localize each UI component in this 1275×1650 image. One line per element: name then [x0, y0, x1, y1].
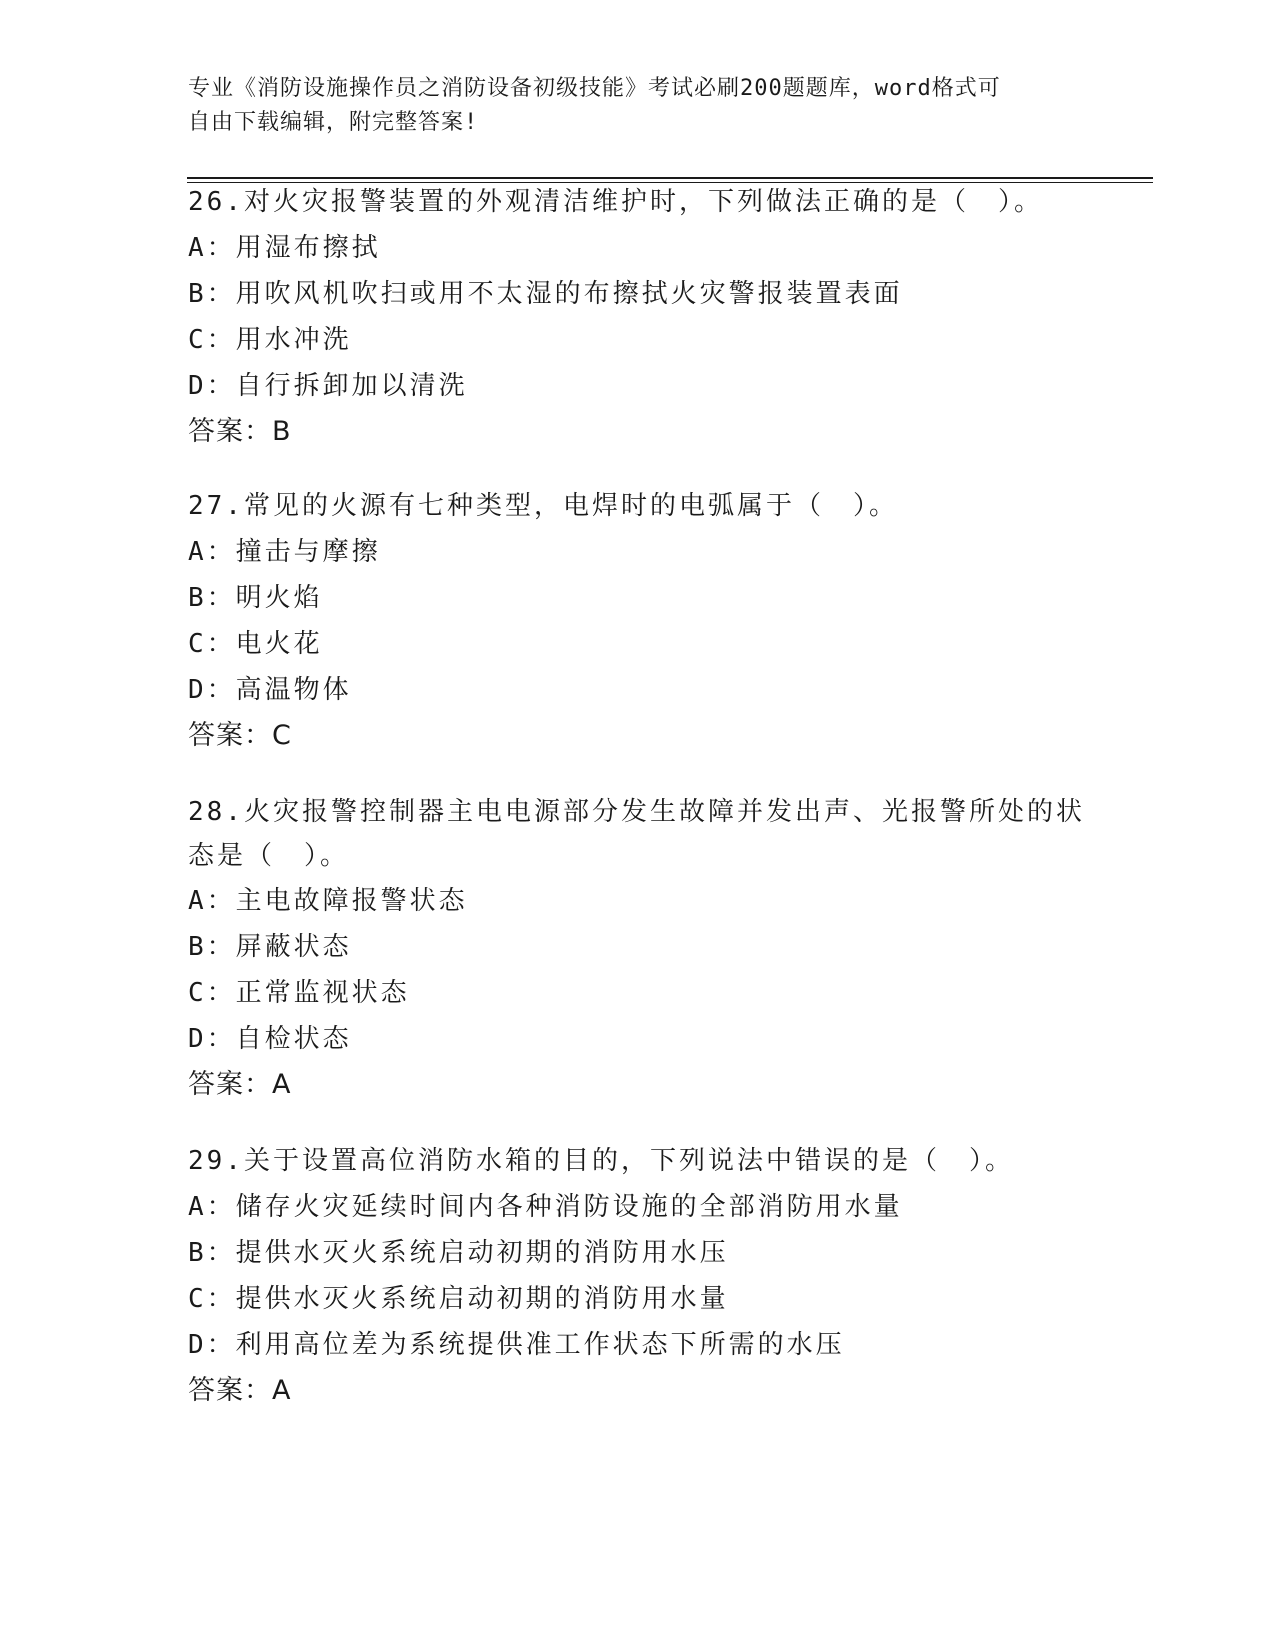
question-stem — [188, 790, 1088, 878]
header-line-2: 自由下载编辑，附完整答案! — [188, 110, 479, 135]
answer: 答案：B — [188, 416, 292, 447]
option-c: C：电火花 — [188, 629, 323, 659]
option-b: B：屏蔽状态 — [188, 932, 352, 962]
option-b: B：明火焰 — [188, 583, 323, 613]
question-stem-line-2: 态是（ ）。 — [188, 841, 350, 871]
question-stem: 26.对火灾报警装置的外观清洁维护时，下列做法正确的是（ ）。 — [188, 187, 1043, 217]
option-b: B：提供水灭火系统启动初期的消防用水压 — [188, 1238, 729, 1268]
question-stem: 29.关于设置高位消防水箱的目的，下列说法中错误的是（ ）。 — [188, 1146, 1014, 1176]
option-d: D：自检状态 — [188, 1024, 352, 1054]
option-a: A：储存火灾延续时间内各种消防设施的全部消防用水量 — [188, 1192, 903, 1222]
header-line-1: 专业《消防设施操作员之消防设备初级技能》考试必刷200题题库，word格式可 — [188, 76, 1001, 101]
option-d: D：自行拆卸加以清洗 — [188, 371, 468, 401]
question-29 — [188, 1138, 1088, 1414]
option-a: A：用湿布擦拭 — [188, 233, 381, 263]
option-d: D：利用高位差为系统提供准工作状态下所需的水压 — [188, 1330, 845, 1360]
question-27 — [188, 483, 1088, 759]
option-a: A：撞击与摩擦 — [188, 537, 381, 567]
question-26 — [188, 179, 1088, 455]
question-stem: 27.常见的火源有七种类型，电焊时的电弧属于（ ）。 — [188, 491, 898, 521]
option-d: D：高温物体 — [188, 675, 352, 705]
option-a: A：主电故障报警状态 — [188, 886, 468, 916]
option-b: B：用吹风机吹扫或用不太湿的布擦拭火灾警报装置表面 — [188, 279, 903, 309]
option-c: C：提供水灭火系统启动初期的消防用水量 — [188, 1284, 729, 1314]
option-c: C：用水冲洗 — [188, 325, 352, 355]
question-stem-line-1: 28.火灾报警控制器主电电源部分发生故障并发出声、光报警所处的状 — [188, 797, 1085, 827]
answer: 答案：A — [188, 1375, 292, 1406]
answer: 答案：A — [188, 1069, 292, 1100]
answer: 答案：C — [188, 720, 292, 751]
document-header — [188, 72, 1088, 140]
option-c: C：正常监视状态 — [188, 978, 410, 1008]
question-28 — [188, 790, 1088, 1108]
